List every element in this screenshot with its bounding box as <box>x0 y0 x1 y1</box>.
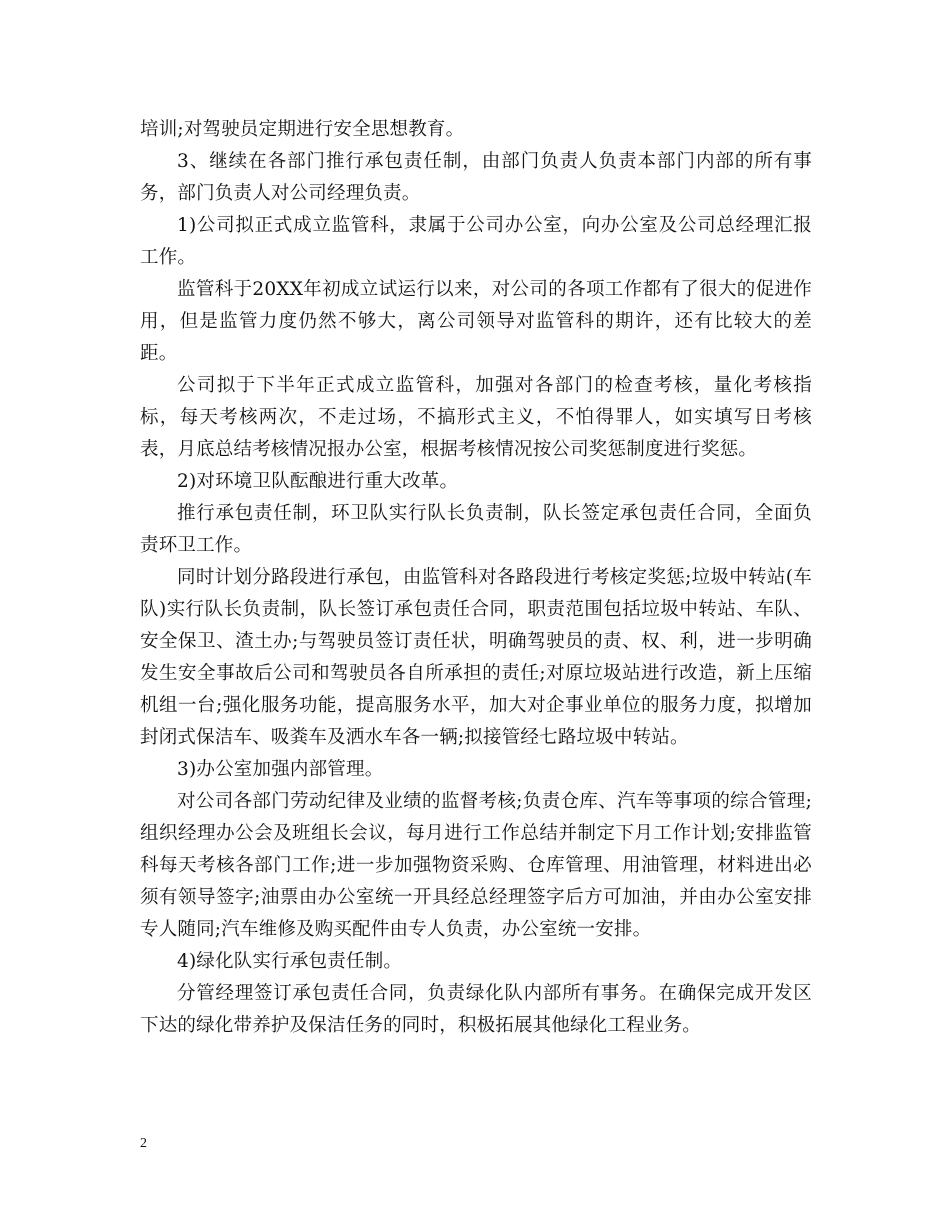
paragraph-12: 分管经理签订承包责任合同，负责绿化队内部所有事务。在确保完成开发区下达的绿化带养护及保洁任务的同时，积极拓展其他绿化工程业务。 <box>140 983 812 1036</box>
page-number: 2 <box>140 1136 147 1151</box>
paragraph-9: 3)办公室加强内部管理。 <box>177 759 384 780</box>
paragraph-10: 对公司各部门劳动纪律及业绩的监督考核;负责仓库、汽车等事项的综合管理;组织经理办公会及班组长会议，每月进行工作总结并制定下月工作计划;安排监管科每天考核各部门工作;进一步加强物资采购、仓库管理、用油管理，材料进出必须有领导签字;油票由办公室统一开具经总经理签字后方可加油，并由办公室安排专人随同;汽车维修及购买配件由专人负责，办公室统一安排。 <box>140 791 812 940</box>
paragraph-4: 监管科于20XX年初成立试运行以来，对公司的各项工作都有了很大的促进作用，但是监管力度仍然不够大，离公司领导对监管科的期许，还有比较大的差距。 <box>140 279 812 364</box>
document-body <box>140 114 812 1042</box>
paragraph-8: 同时计划分路段进行承包，由监管科对各路段进行考核定奖惩;垃圾中转站(车队)实行队长负责制，队长签订承包责任合同，职责范围包括垃圾中转站、车队、安全保卫、渣土办;与驾驶员签订责任状，明确驾驶员的责、权、利，进一步明确发生安全事故后公司和驾驶员各自所承担的责任;对原垃圾站进行改造，新上压缩机组一台;强化服务功能，提高服务水平，加大对企事业单位的服务力度，拟增加封闭式保洁车、吸粪车及洒水车各一辆;拟接管经七路垃圾中转站。 <box>140 567 812 748</box>
paragraph-11: 4)绿化队实行承包责任制。 <box>177 951 403 972</box>
paragraph-5: 公司拟于下半年正式成立监管科，加强对各部门的检查考核，量化考核指标，每天考核两次，不走过场，不搞形式主义，不怕得罪人，如实填写日考核表，月底总结考核情况报办公室，根据考核情况按公司奖惩制度进行奖惩。 <box>140 375 812 460</box>
paragraph-7: 推行承包责任制，环卫队实行队长负责制，队长签定承包责任合同，全面负责环卫工作。 <box>140 503 812 556</box>
paragraph-2: 3、继续在各部门推行承包责任制，由部门负责人负责本部门内部的所有事务，部门负责人对公司经理负责。 <box>140 151 812 204</box>
paragraph-1: 培训;对驾驶员定期进行安全思想教育。 <box>140 119 465 140</box>
paragraph-3: 1)公司拟正式成立监管科，隶属于公司办公室，向办公室及公司总经理汇报工作。 <box>140 215 812 268</box>
paragraph-6: 2)对环境卫队酝酿进行重大改革。 <box>177 471 459 492</box>
